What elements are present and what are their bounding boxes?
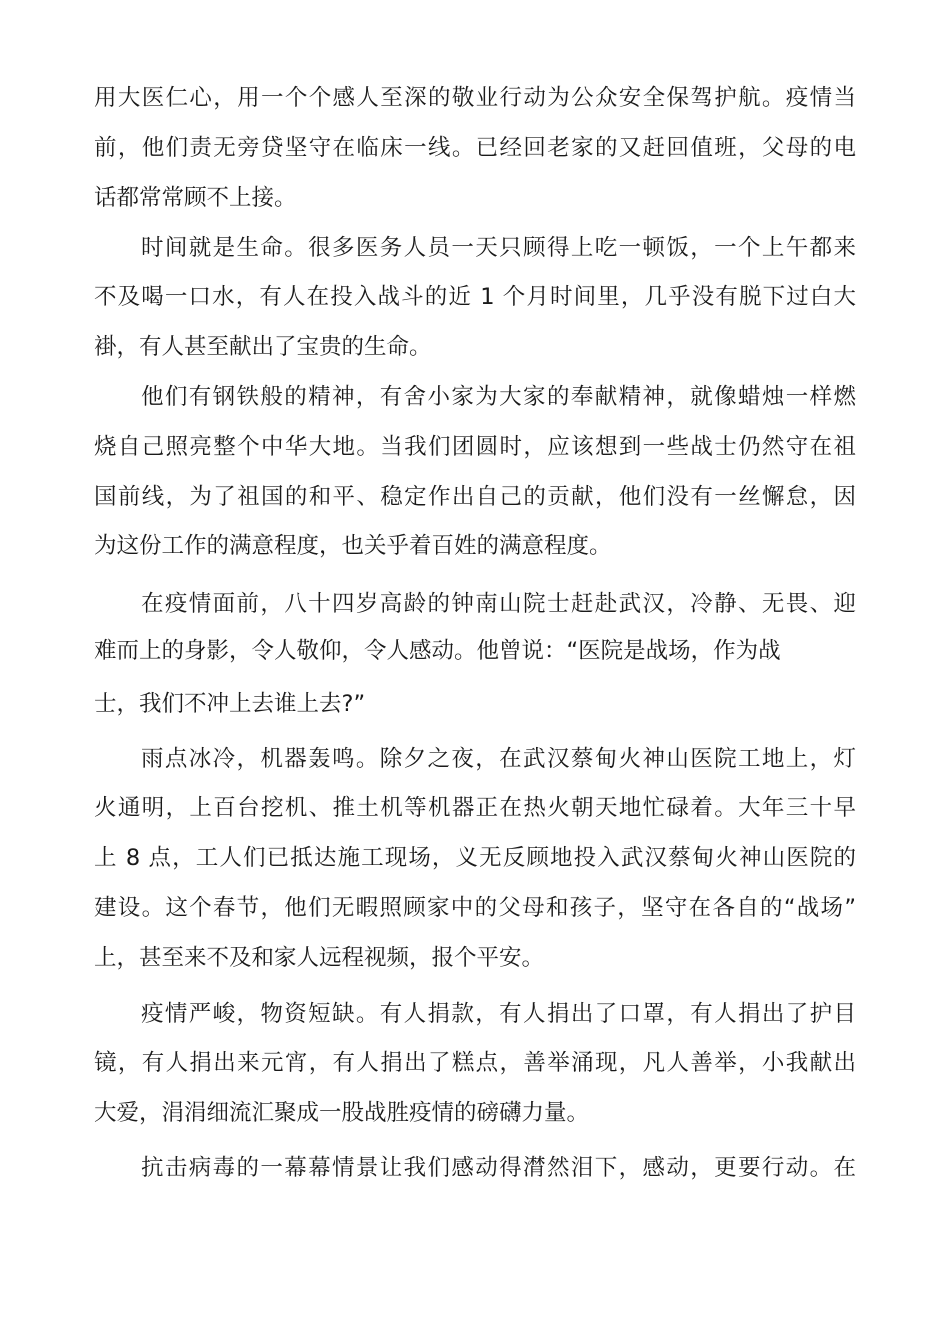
text-line: 士，我们不冲上去谁上去?” <box>94 691 366 717</box>
text-line: 建设。这个春节，他们无暇照顾家中的父母和孩子，坚守在各自的“战场” <box>94 895 856 921</box>
text-line: 疫情严峻，物资短缺。有人捐款，有人捐出了口罩，有人捐出了护目 <box>141 1001 856 1027</box>
text-line: 在疫情面前，八十四岁高龄的钟南山院士赶赴武汉，冷静、无畏、迎 <box>141 591 856 617</box>
text-line: 褂，有人甚至献出了宝贵的生命。 <box>94 334 432 360</box>
text-line: 火通明，上百台挖机、推土机等机器正在热火朝天地忙碌着。大年三十早 <box>94 795 856 821</box>
text-line: 烧自己照亮整个中华大地。当我们团圆时，应该想到一些战士仍然守在祖 <box>94 434 856 460</box>
text-line: 为这份工作的满意程度，也关乎着百姓的满意程度。 <box>94 533 612 559</box>
text-line: 上 8 点，工人们已抵达施工现场，义无反顾地投入武汉蔡甸火神山医院的 <box>94 845 856 871</box>
text-line: 镜，有人捐出来元宵，有人捐出了糕点，善举涌现，凡人善举，小我献出 <box>94 1050 856 1076</box>
text-line: 大爱，涓涓细流汇聚成一股战胜疫情的磅礴力量。 <box>94 1100 590 1126</box>
text-line: 时间就是生命。很多医务人员一天只顾得上吃一顿饭，一个上午都来 <box>141 235 856 261</box>
text-line: 国前线，为了祖国的和平、稳定作出自己的贡献，他们没有一丝懈怠，因 <box>94 484 856 510</box>
text-line: 他们有钢铁般的精神，有舍小家为大家的奉献精神，就像蜡烛一样燃 <box>141 384 856 410</box>
text-line: 雨点冰冷，机器轰鸣。除夕之夜，在武汉蔡甸火神山医院工地上，灯 <box>141 746 856 772</box>
text-line: 用大医仁心，用一个个感人至深的敬业行动为公众安全保驾护航。疫情当 <box>94 85 856 111</box>
text-line: 话都常常顾不上接。 <box>94 185 297 211</box>
text-line: 不及喝一口水，有人在投入战斗的近 1 个月时间里，几乎没有脱下过白大 <box>94 284 856 310</box>
text-line: 前，他们责无旁贷坚守在临床一线。已经回老家的又赶回值班，父母的电 <box>94 135 856 161</box>
text-line: 难而上的身影，令人敬仰，令人感动。他曾说：“医院是战场，作为战 <box>94 638 781 664</box>
text-line: 抗击病毒的一幕幕情景让我们感动得潸然泪下，感动，更要行动。在 <box>141 1155 856 1181</box>
text-line: 上，甚至来不及和家人远程视频，报个平安。 <box>94 945 545 971</box>
